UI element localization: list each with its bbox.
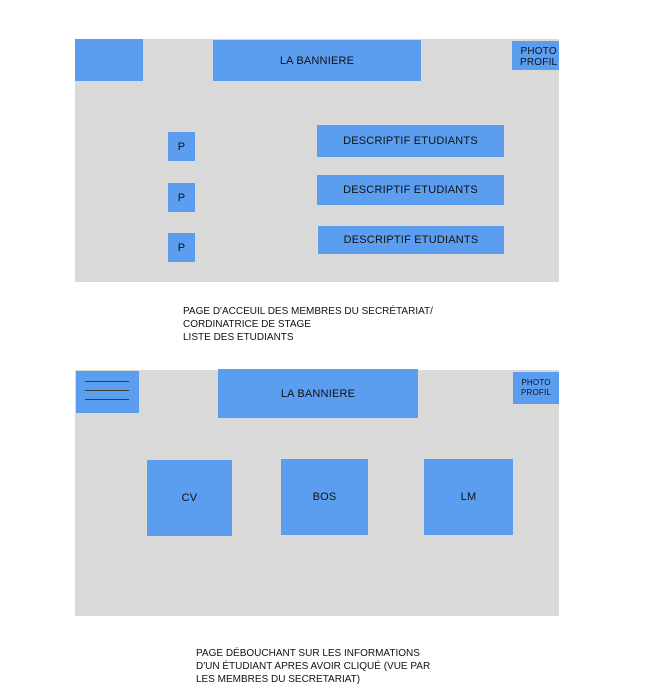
- p-button-2-label: P: [177, 191, 186, 204]
- logo-block[interactable]: [75, 39, 143, 81]
- menu-line-2: [85, 390, 129, 391]
- p-button-3[interactable]: [168, 233, 195, 262]
- caption-1-line3: LISTE DES ETUDIANTS: [183, 332, 294, 343]
- banner-1: [213, 40, 421, 81]
- lm-document-block[interactable]: [424, 459, 513, 535]
- profile-photo-1[interactable]: [512, 41, 559, 70]
- profile-photo-2[interactable]: [513, 372, 559, 404]
- bos-document-block[interactable]: [281, 459, 368, 535]
- student-item-2[interactable]: [317, 175, 504, 205]
- p-button-1[interactable]: [168, 132, 195, 161]
- student-item-3-label: DESCRIPTIF ETUDIANTS: [343, 234, 479, 246]
- lm-label: LM: [460, 491, 477, 503]
- caption-2: [196, 647, 430, 686]
- caption-2-line2: D'UN ÉTUDIANT APRES AVOIR CLIQUÉ (VUE PAR: [196, 661, 431, 672]
- profile-photo-1-line2: PROFIL: [520, 57, 558, 68]
- caption-1-line2: CORDINATRICE DE STAGE: [183, 319, 311, 330]
- banner-1-label: LA BANNIERE: [279, 54, 355, 67]
- profile-photo-1-line1: PHOTO: [520, 46, 557, 57]
- student-item-3[interactable]: [318, 226, 504, 254]
- caption-1: [183, 305, 433, 344]
- p-button-3-label: P: [177, 241, 186, 254]
- student-item-2-label: DESCRIPTIF ETUDIANTS: [343, 184, 478, 196]
- caption-1-line1: PAGE D'ACCEUIL DES MEMBRES DU SECRÉTARIAT/: [183, 306, 433, 317]
- cv-label: CV: [181, 492, 198, 504]
- student-item-1[interactable]: [317, 125, 504, 157]
- menu-line-1: [85, 381, 129, 382]
- banner-2-label: LA BANNIERE: [280, 387, 356, 400]
- menu-line-3: [85, 399, 129, 400]
- p-button-1-label: P: [177, 140, 186, 153]
- banner-2: [218, 369, 418, 418]
- profile-photo-2-line1: PHOTO: [521, 378, 551, 387]
- caption-2-line3: LES MEMBRES DU SECRETARIAT): [196, 674, 361, 685]
- cv-document-block[interactable]: [147, 460, 232, 536]
- profile-photo-2-line2: PROFIL: [521, 388, 552, 397]
- hamburger-menu-block[interactable]: [76, 371, 139, 413]
- student-item-1-label: DESCRIPTIF ETUDIANTS: [343, 135, 478, 147]
- bos-label: BOS: [312, 491, 337, 503]
- caption-2-line1: PAGE DÉBOUCHANT SUR LES INFORMATIONS: [196, 648, 420, 659]
- p-button-2[interactable]: [168, 183, 195, 212]
